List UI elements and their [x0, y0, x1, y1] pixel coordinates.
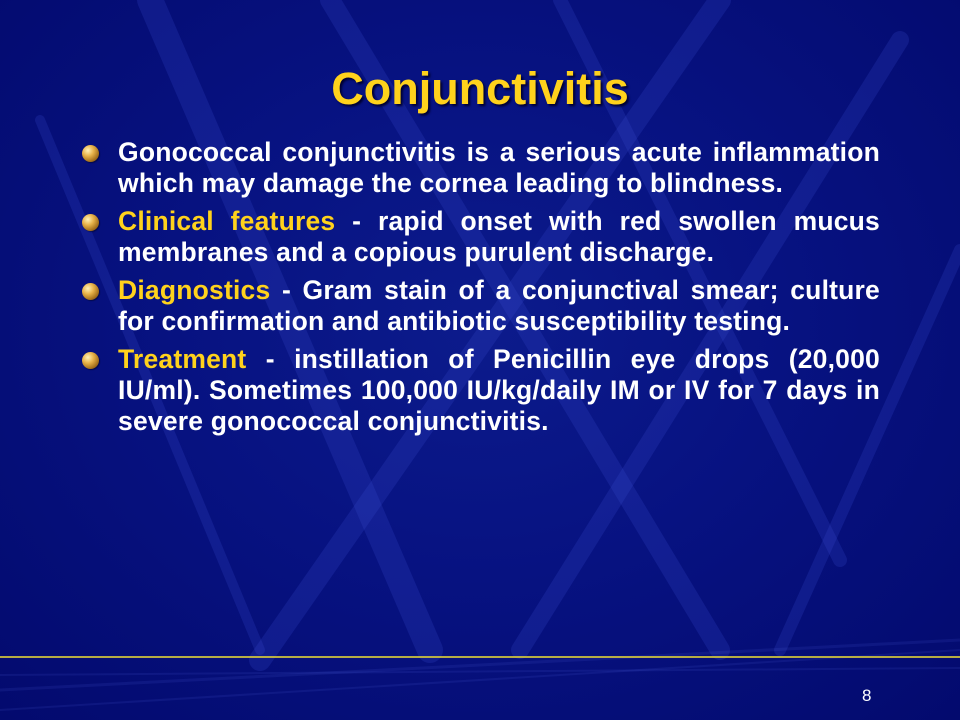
bullet-text [118, 206, 880, 268]
gold-sphere-bullet-icon [82, 283, 99, 300]
footer-rule [0, 656, 960, 658]
bullet-lead: Clinical features [118, 206, 336, 236]
gold-sphere-bullet-icon [82, 145, 99, 162]
bullet-item [80, 206, 880, 268]
bullet-text [118, 275, 880, 337]
bullet-item [80, 275, 880, 337]
bullet-item [80, 137, 880, 199]
bullet-body: - Gram stain of a conjunctival smear; culture for confirmation and antibiotic susceptibility testing. [118, 275, 880, 336]
bullet-lead: Treatment [118, 344, 247, 374]
bullet-body: - rapid onset with red swollen mucus membranes and a copious purulent discharge. [118, 206, 880, 267]
slide-number: 8 [862, 686, 872, 705]
gold-sphere-bullet-icon [82, 214, 99, 231]
bullet-lead: Diagnostics [118, 275, 271, 305]
bullet-body: Gonococcal conjunctivitis is a serious acute inflammation which may damage the cornea leading to blindness. [118, 137, 880, 198]
bullet-item [80, 344, 880, 437]
bullet-text [118, 137, 880, 199]
slide-title: Conjunctivitis [331, 63, 629, 114]
bullet-body: - instillation of Penicillin eye drops (20,000 IU/ml). Sometimes 100,000 IU/kg/daily IM or IV for 7 days in severe gonococcal conjunctivitis. [118, 344, 880, 436]
bullet-list [80, 137, 880, 444]
bullet-text [118, 344, 880, 437]
gold-sphere-bullet-icon [82, 352, 99, 369]
